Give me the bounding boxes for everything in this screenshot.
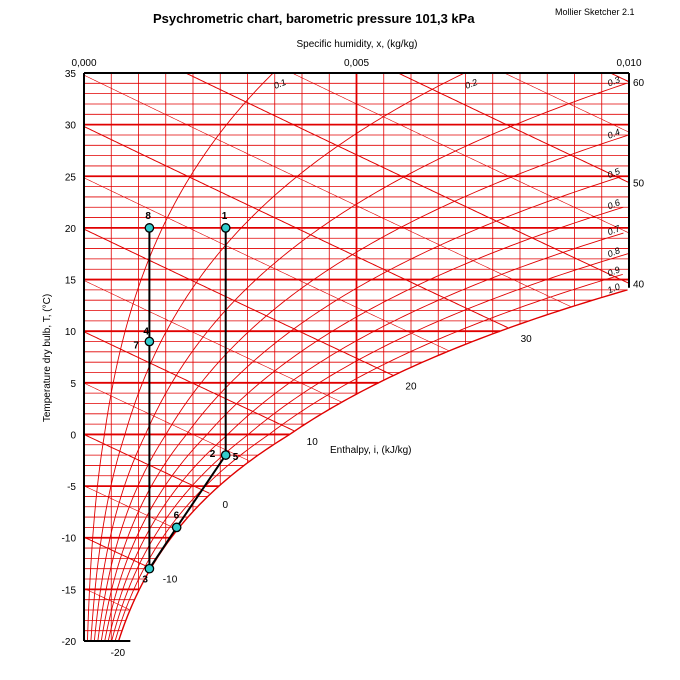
rh-label: 0.4 xyxy=(606,126,622,141)
rh-label: 0.3 xyxy=(606,74,622,89)
y-tick-label: 15 xyxy=(64,275,76,287)
y-tick-label: -15 xyxy=(61,585,76,597)
x-tick-label: 0,010 xyxy=(616,58,642,69)
chart-title: Psychrometric chart, barometric pressure 101,3 kPa xyxy=(153,11,475,26)
rh-curve-0.2 xyxy=(91,73,465,641)
enthalpy-line xyxy=(186,73,629,283)
y-axis-label: Temperature dry bulb, T, (°C) xyxy=(42,293,53,423)
y-tick-label: 5 xyxy=(70,378,76,390)
enthalpy-label: 60 xyxy=(633,77,645,89)
state-point-1 xyxy=(222,224,230,232)
enthalpy-label: 30 xyxy=(520,334,532,346)
state-point-6 xyxy=(172,523,180,531)
y-tick-label: 25 xyxy=(64,172,76,184)
state-point-label-8: 8 xyxy=(145,210,151,222)
software-label: Mollier Sketcher 2.1 xyxy=(555,7,635,17)
state-point-label-4: 4 xyxy=(143,326,149,338)
rh-label: 0.9 xyxy=(606,264,622,279)
enthalpy-line xyxy=(84,383,249,464)
rh-curve-0.9 xyxy=(115,274,623,641)
enthalpy-axis-label: Enthalpy, i, (kJ/kg) xyxy=(330,445,412,456)
grid-layer xyxy=(84,73,629,641)
state-point-label-3: 3 xyxy=(142,574,148,586)
state-point-3 xyxy=(145,565,153,573)
rh-curve-0.4 xyxy=(98,135,629,641)
state-point-8 xyxy=(145,224,153,232)
enthalpy-label: -20 xyxy=(110,648,126,659)
y-tick-label: 30 xyxy=(64,120,76,132)
y-tick-label: -10 xyxy=(61,533,76,545)
enthalpy-label: 50 xyxy=(633,178,645,190)
rh-curve-0.5 xyxy=(101,176,622,641)
enthalpy-label: 20 xyxy=(405,381,417,393)
x-axis-label: Specific humidity, x, (kg/kg) xyxy=(296,39,418,50)
y-tick-label: 20 xyxy=(64,223,76,235)
enthalpy-label: -10 xyxy=(162,574,178,586)
enthalpy-line xyxy=(84,434,209,493)
y-tick-label: -20 xyxy=(61,637,76,648)
state-point-2 xyxy=(222,451,230,459)
y-tick-label: 0 xyxy=(70,430,76,442)
enthalpy-label: 40 xyxy=(633,279,645,291)
x-tick-label: 0,000 xyxy=(71,58,97,69)
y-tick-label: -5 xyxy=(67,482,76,494)
state-point-label-2: 2 xyxy=(209,449,216,461)
enthalpy-line xyxy=(84,75,570,306)
rh-curve-0.7 xyxy=(108,233,623,641)
rh-label: 0.5 xyxy=(606,166,622,181)
y-tick-label: 10 xyxy=(64,327,76,339)
rh-label: 0.7 xyxy=(606,223,622,238)
enthalpy-label: 10 xyxy=(306,437,318,449)
rh-label: 1.0 xyxy=(606,281,622,296)
rh-label: 0.6 xyxy=(606,197,622,212)
state-point-label-6: 6 xyxy=(173,510,180,522)
state-point-label-7: 7 xyxy=(133,340,139,352)
y-tick-label: 35 xyxy=(64,69,76,80)
enthalpy-label: 0 xyxy=(222,499,229,511)
state-point-label-5: 5 xyxy=(232,452,239,464)
rh-label: 0.2 xyxy=(463,76,479,91)
state-point-7 xyxy=(145,337,153,345)
state-point-label-1: 1 xyxy=(221,210,228,222)
rh-label: 0.1 xyxy=(272,76,288,91)
rh-label: 0.8 xyxy=(606,245,622,260)
enthalpy-line xyxy=(292,73,629,233)
x-tick-label: 0,005 xyxy=(343,58,370,69)
